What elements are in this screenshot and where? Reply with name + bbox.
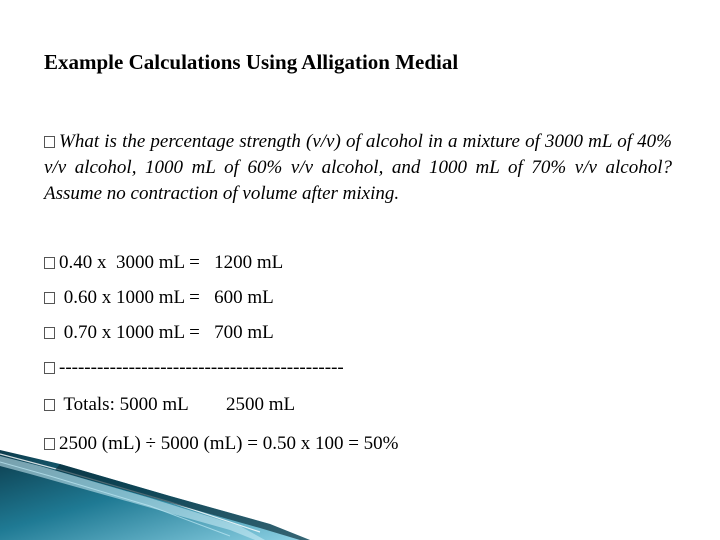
calc-line [44,321,274,345]
totals-text: Totals: 5000 mL 2500 mL [59,394,296,415]
calc-line [44,286,274,310]
result-text: 2500 (mL) ÷ 5000 (mL) = 0.50 x 100 = 50% [59,433,399,454]
bullet-box-icon [44,136,55,148]
slide-title: Example Calculations Using Alligation Medial [44,50,459,74]
separator-text: --------------------------------------------- [59,357,344,378]
bullet-box-icon [44,399,55,411]
calc-line [44,251,283,275]
bullet-box-icon [44,362,55,374]
calc-line-text: 0.70 x 1000 mL = 700 mL [59,322,274,343]
calc-line-text: 0.60 x 1000 mL = 600 mL [59,287,274,308]
bullet-box-icon [44,327,55,339]
decorative-wave-graphic [0,440,720,540]
calc-line-text: 0.40 x 3000 mL = 1200 mL [59,252,284,273]
bullet-box-icon [44,257,55,269]
question-text: What is the percentage strength (v/v) of alcohol in a mixture of 3000 mL of 40% v/v alcohol, 1000 mL of 60% v/v alcohol, and 1000 mL of 70% v/v alcohol? Assume no contraction of volume after mixing. [44,131,672,204]
totals-line [44,393,295,417]
question-paragraph [44,129,672,207]
separator-line [44,356,344,380]
bullet-box-icon [44,292,55,304]
